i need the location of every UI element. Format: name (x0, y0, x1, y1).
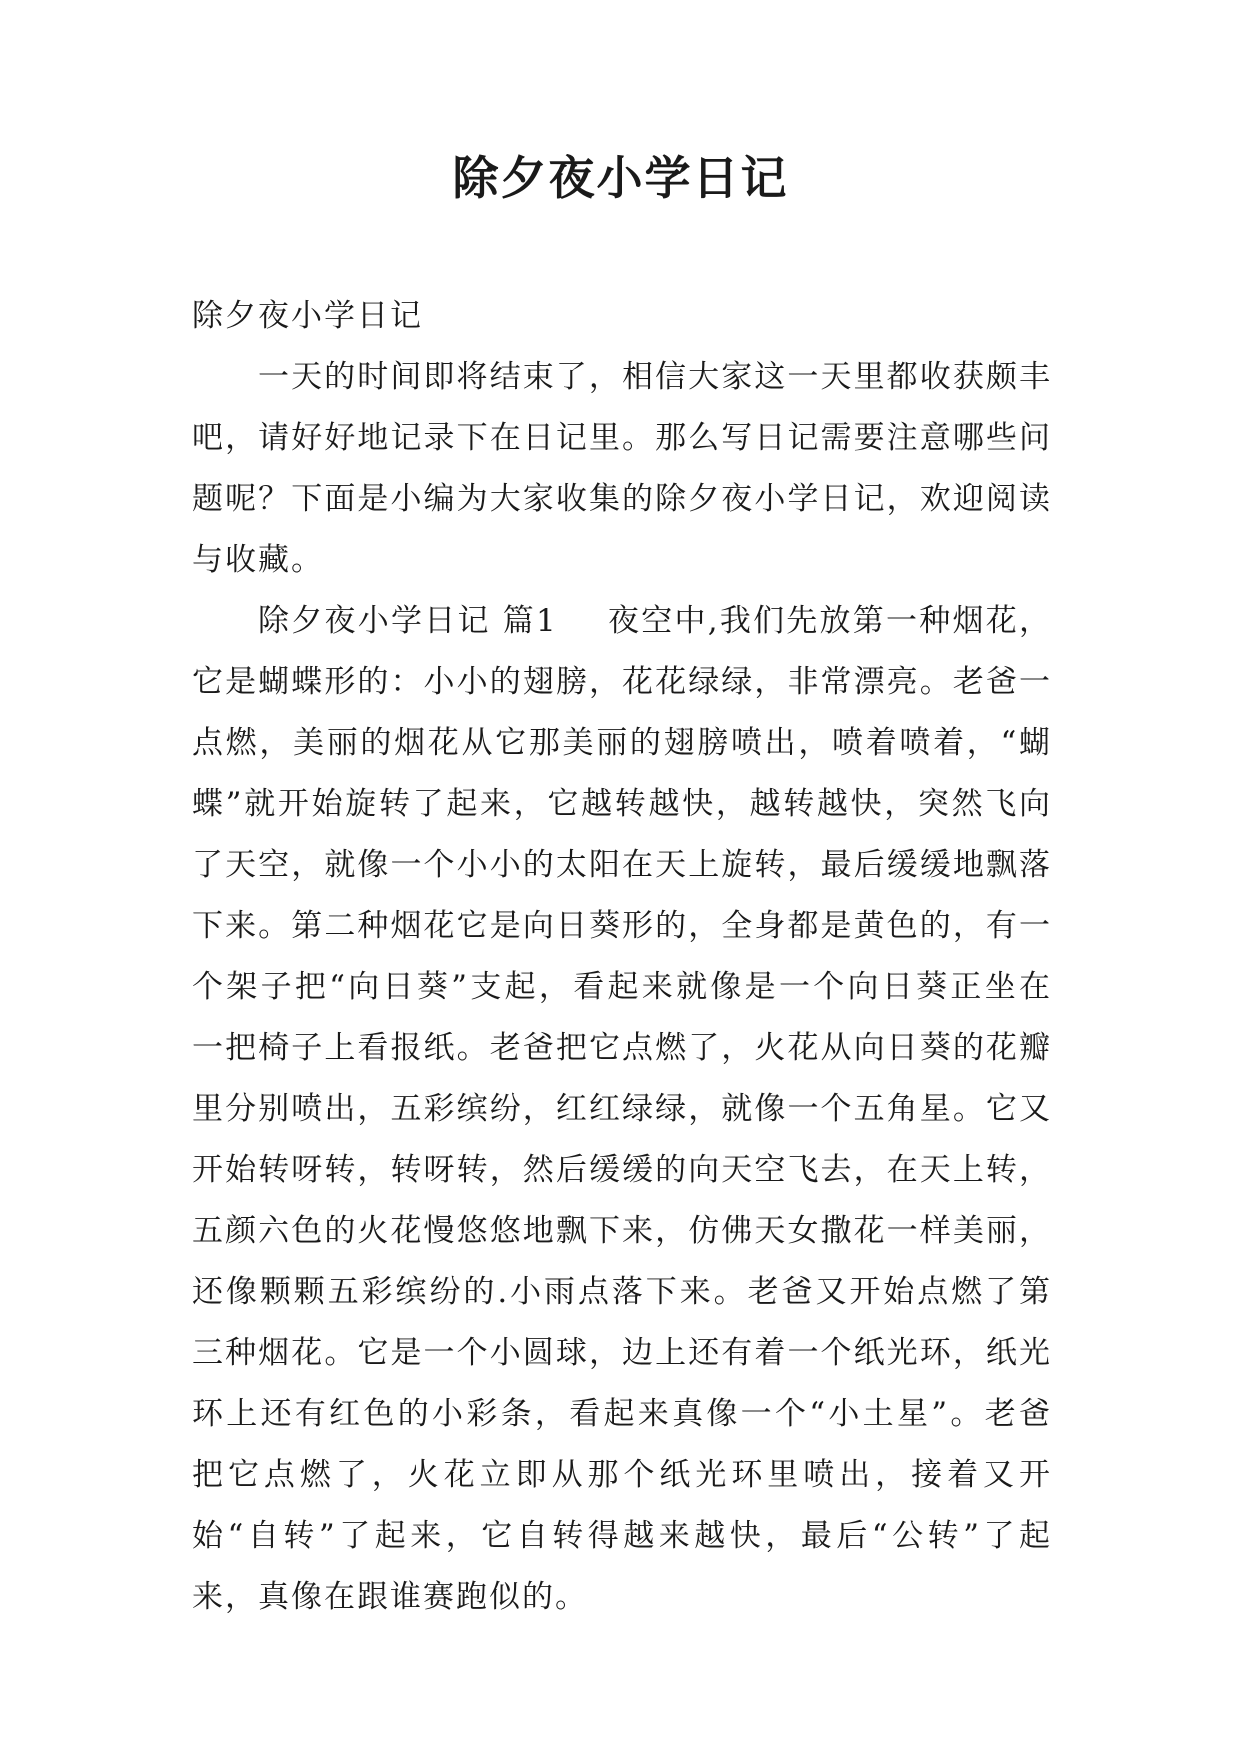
section-text: 夜空中,我们先放第一种烟花，它是蝴蝶形的：小小的翅膀，花花绿绿，非常漂亮。老爸一点燃，美丽的烟花从它那美丽的翅膀喷出，喷着喷着，“蝴蝶”就开始旋转了起来，它越转越快，越转越快，突然飞向了天空，就像一个小小的太阳在天上旋转，最后缓缓地飘落下来。第二种烟花它是向日葵形的，全身都是黄色的，有一个架子把“向日葵”支起，看起来就像是一个向日葵正坐在一把椅子上看报纸。老爸把它点燃了，火花从向日葵的花瓣里分别喷出，五彩缤纷，红红绿绿，就像一个五角星。它又开始转呀转，转呀转，然后缓缓的向天空飞去，在天上转，五颜六色的火花慢悠悠地飘下来，仿佛天女撒花一样美丽，还像颗颗五彩缤纷的.小雨点落下来。老爸又开始点燃了第三种烟花。它是一个小圆球，边上还有着一个纸光环，纸光环上还有红色的小彩条，看起来真像一个“小土星”。老爸把它点燃了，火花立即从那个纸光环里喷出，接着又开始“自转”了起来，它自转得越来越快，最后“公转”了起来，真像在跟谁赛跑似的。 (192, 603, 1053, 1615)
section-heading: 除夕夜小学日记 篇1 (258, 603, 558, 639)
section-paragraph (192, 591, 1052, 1628)
document-subtitle: 除夕夜小学日记 (192, 298, 423, 334)
document-body (192, 286, 1052, 1628)
intro-paragraph: 一天的时间即将结束了，相信大家这一天里都收获颇丰吧，请好好地记录下在日记里。那么写日记需要注意哪些问题呢？下面是小编为大家收集的除夕夜小学日记，欢迎阅读与收藏。 (192, 359, 1052, 578)
document-title: 除夕夜小学日记 (452, 151, 789, 205)
